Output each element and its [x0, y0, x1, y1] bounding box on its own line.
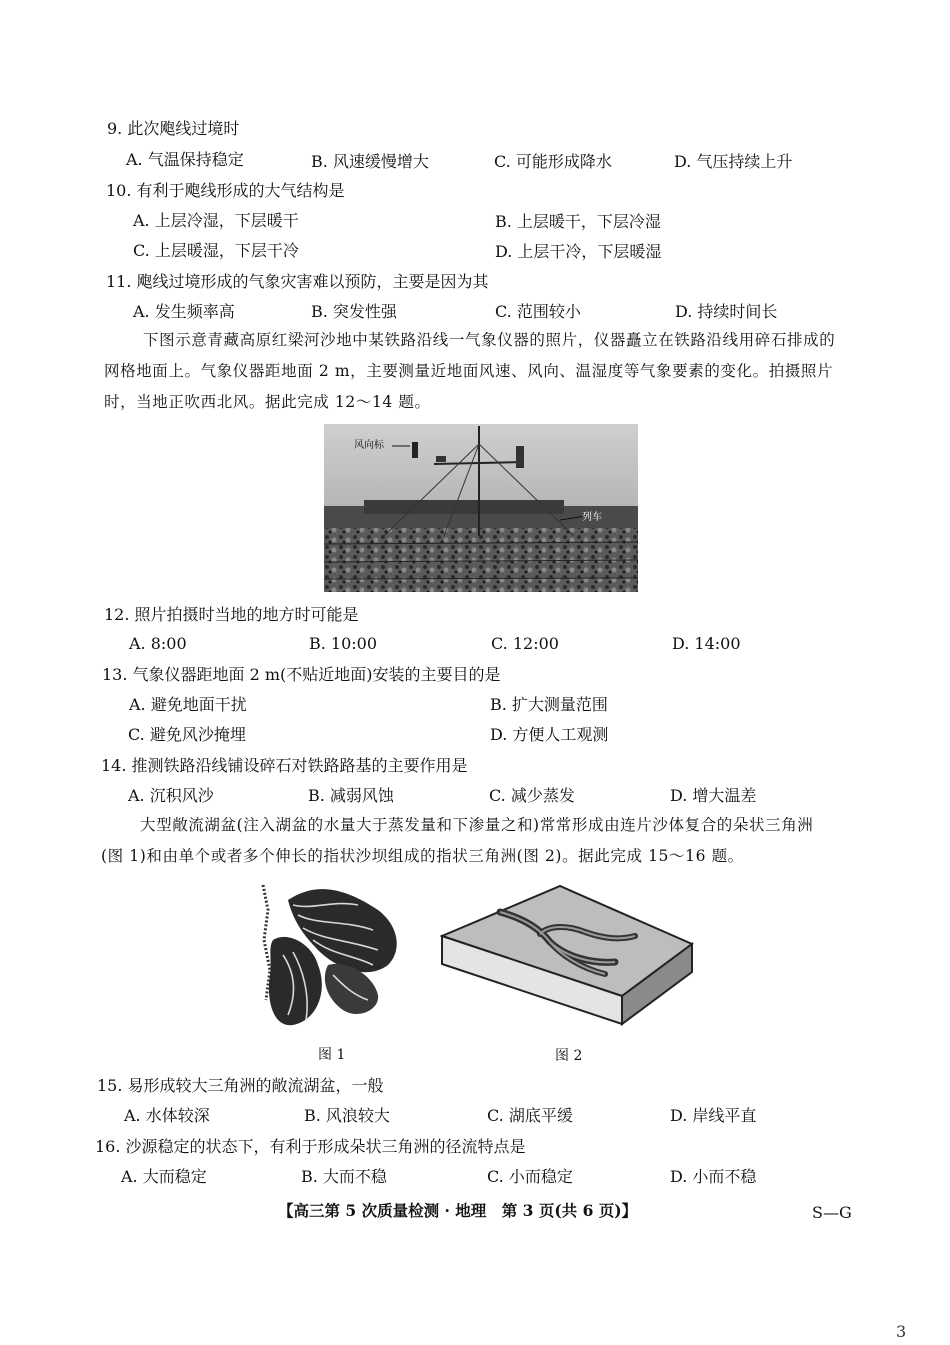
passage1-line3: 时，当地正吹西北风。据此完成 12～14 题。: [104, 393, 431, 411]
figure2-digitate-delta: [440, 884, 695, 1032]
q16-option-d: D. 小而不稳: [670, 1167, 757, 1186]
q10-option-b: B. 上层暖干，下层冷湿: [495, 212, 661, 231]
q9-option-b: B. 风速缓慢增大: [311, 152, 429, 171]
q10-option-c: C. 上层暖湿，下层干冷: [133, 241, 299, 260]
q13-option-c: C. 避免风沙掩埋: [128, 725, 246, 744]
q16-option-b: B. 大而不稳: [301, 1167, 387, 1186]
weather-instrument-photo: [324, 424, 638, 592]
q13-option-a: A. 避免地面干扰: [129, 695, 247, 714]
q12-option-b: B. 10:00: [309, 634, 378, 653]
q14-option-d: D. 增大温差: [670, 786, 757, 805]
passage2-line1: 大型敞流湖盆(注入湖盆的水量大于蒸发量和下渗量之和)常常形成由连片沙体复合的朵状三角洲: [140, 816, 814, 834]
photo-label-vane: 风向标: [354, 440, 384, 451]
q9-option-a: A. 气温保持稳定: [126, 150, 244, 169]
q9-option-c: C. 可能形成降水: [494, 152, 612, 171]
paper-code: S—G: [812, 1203, 852, 1222]
q15-stem: 15. 易形成较大三角洲的敞流湖盆，一般: [97, 1076, 384, 1095]
q12-option-a: A. 8:00: [129, 634, 187, 653]
q15-option-b: B. 风浪较大: [304, 1106, 390, 1125]
q11-option-d: D. 持续时间长: [675, 302, 778, 321]
page-number-mark: 3: [896, 1322, 907, 1341]
q11-option-c: C. 范围较小: [495, 302, 581, 321]
q16-option-c: C. 小而稳定: [487, 1167, 573, 1186]
q12-option-d: D. 14:00: [672, 634, 741, 653]
q11-stem: 11. 飑线过境形成的气象灾害难以预防，主要是因为其: [106, 272, 489, 291]
q14-stem: 14. 推测铁路沿线铺设碎石对铁路路基的主要作用是: [101, 756, 468, 775]
q14-option-a: A. 沉积风沙: [128, 786, 214, 805]
q12-option-c: C. 12:00: [491, 634, 559, 653]
q13-option-b: B. 扩大测量范围: [490, 695, 608, 714]
q9-option-d: D. 气压持续上升: [674, 152, 793, 171]
figure1-lobate-delta: [258, 880, 408, 1030]
q14-option-b: B. 减弱风蚀: [308, 786, 394, 805]
q9-stem: 9. 此次飑线过境时: [107, 119, 240, 138]
q16-option-a: A. 大而稳定: [121, 1167, 207, 1186]
q15-option-c: C. 湖底平缓: [487, 1106, 573, 1125]
passage1-line1: 下图示意青藏高原红梁河沙地中某铁路沿线一气象仪器的照片，仪器矗立在铁路沿线用碎石排成的: [143, 331, 836, 349]
photo-label-train: 列车: [582, 512, 602, 523]
q11-option-b: B. 突发性强: [311, 302, 397, 321]
q10-stem: 10. 有利于飑线形成的大气结构是: [106, 181, 345, 200]
q12-stem: 12. 照片拍摄时当地的地方时可能是: [104, 605, 359, 624]
q16-stem: 16. 沙源稳定的状态下，有利于形成朵状三角洲的径流特点是: [95, 1137, 526, 1156]
q13-stem: 13. 气象仪器距地面 2 m(不贴近地面)安装的主要目的是: [102, 665, 501, 684]
q14-option-c: C. 减少蒸发: [489, 786, 575, 805]
q10-option-d: D. 上层干冷，下层暖湿: [495, 242, 662, 261]
passage2-line2: (图 1)和由单个或者多个伸长的指状沙坝组成的指状三角洲(图 2)。据此完成 15～16 题。: [101, 847, 744, 865]
q15-option-a: A. 水体较深: [124, 1106, 210, 1125]
q13-option-d: D. 方便人工观测: [490, 725, 609, 744]
figure2-caption: 图 2: [555, 1048, 583, 1064]
figure1-caption: 图 1: [318, 1047, 346, 1063]
q10-option-a: A. 上层冷湿，下层暖干: [133, 211, 299, 230]
q15-option-d: D. 岸线平直: [670, 1106, 757, 1125]
page-footer: 【高三第 5 次质量检测 · 地理 第 3 页(共 6 页)】: [278, 1201, 638, 1220]
q11-option-a: A. 发生频率高: [133, 302, 235, 321]
passage1-line2: 网格地面上。气象仪器距地面 2 m，主要测量近地面风速、风向、温湿度等气象要素的变化。拍摄照片: [104, 362, 834, 380]
